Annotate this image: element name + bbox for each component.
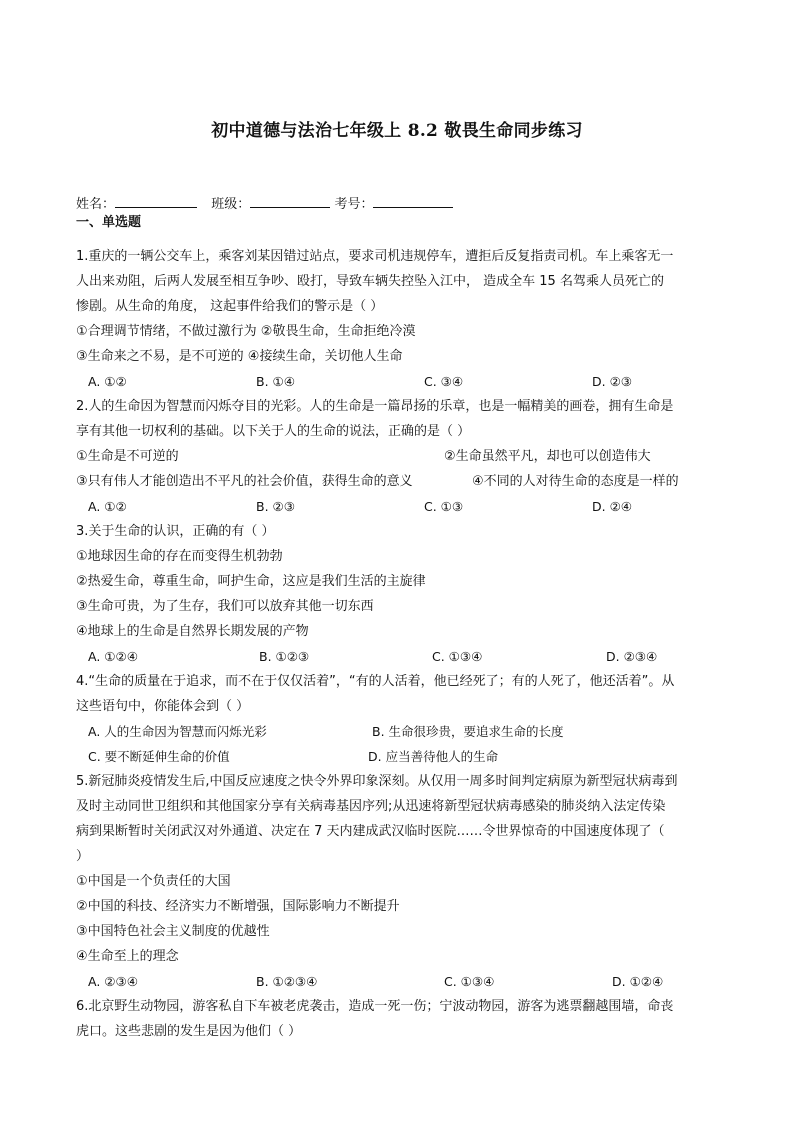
q3-line-4: ③生命可贵，为了生存，我们可以放弃其他一切东西 [76,599,374,614]
q3-line-1: 3.关于生命的认识，正确的有（ ） [76,524,275,539]
name-label: 姓名： [76,197,116,212]
q3-line-2: ①地球因生命的存在而变得生机勃勃 [76,549,283,564]
q5-option-c[interactable]: C. ①③④ [444,974,495,989]
q5-line-1: 5.新冠肺炎疫情发生后,中国反应速度之快令外界印象深刻。从仅用一周多时间判定病原为新型冠状病毒到 [76,774,678,789]
q2-line-1: 2.人的生命因为智慧而闪烁夺目的光彩。人的生命是一篇昂扬的乐章，也是一幅精美的画卷，拥有生命是 [76,399,674,414]
q4-option-a[interactable]: A. 人的生命因为智慧而闪烁光彩 [88,724,267,739]
name-blank[interactable] [115,193,197,208]
q2-statement-2: ②生命虽然平凡，却也可以创造伟大 [444,449,651,464]
q2-statement-3: ③只有伟人才能创造出不平凡的社会价值，获得生命的意义 [76,474,413,489]
q2-statement-1: ①生命是不可逆的 [76,449,179,464]
q5-line-8: ④生命至上的理念 [76,949,179,964]
q3-option-c[interactable]: C. ①③④ [432,649,483,664]
q2-option-a[interactable]: A. ①② [88,499,127,514]
q2-option-d[interactable]: D. ②④ [592,499,632,514]
page-title: 初中道德与法治七年级上 8.2 敬畏生命同步练习 [211,121,583,141]
q2-statement-4: ④不同的人对待生命的态度是一样的 [472,474,679,489]
q1-line-1: 1.重庆的一辆公交车上，乘客刘某因错过站点，要求司机违规停车，遭拒后反复指责司机。车上乘客无一 [76,249,674,264]
q4-option-b[interactable]: B. 生命很珍贵，要追求生命的长度 [372,724,564,739]
q1-line-4: ①合理调节情绪，不做过激行为 ②敬畏生命，生命拒绝冷漠 [76,324,416,339]
q6-line-2: 虎口。这些悲剧的发生是因为他们（ ） [76,1024,302,1039]
q3-option-b[interactable]: B. ①②③ [259,649,310,664]
q5-line-4: ） [76,849,90,864]
q6-line-1: 6.北京野生动物园，游客私自下车被老虎袭击，造成一死一伤；宁波动物园，游客为逃票翻越围墙，命丧 [76,999,674,1014]
q5-line-3: 病到果断暂时关闭武汉对外通道、决定在 7 天内建成武汉临时医院……令世界惊奇的中国速度体现了（ [76,824,665,839]
q1-line-2: 人出来劝阻，后两人发展至相互争吵、殴打，导致车辆失控坠入江中， 造成全车 15 名驾乘人员死亡的 [76,274,664,289]
q2-option-b[interactable]: B. ②③ [256,499,295,514]
q1-option-d[interactable]: D. ②③ [592,374,632,389]
q4-option-c[interactable]: C. 要不断延伸生命的价值 [88,749,230,764]
q5-line-5: ①中国是一个负责任的大国 [76,874,231,889]
class-label: 班级： [211,197,251,212]
q5-option-d[interactable]: D. ①②④ [612,974,664,989]
exam-number-blank[interactable] [373,193,453,208]
q5-option-b[interactable]: B. ①②③④ [256,974,318,989]
q1-option-c[interactable]: C. ③④ [424,374,464,389]
q2-line-2: 享有其他一切权利的基础。以下关于人的生命的说法，正确的是（ ） [76,424,471,439]
q3-line-3: ②热爱生命，尊重生命，呵护生命，这应是我们生活的主旋律 [76,574,426,589]
q5-option-a[interactable]: A. ②③④ [88,974,138,989]
q1-option-a[interactable]: A. ①② [88,374,127,389]
q1-option-b[interactable]: B. ①④ [256,374,295,389]
q1-line-3: 惨剧。从生命的角度， 这起事件给我们的警示是（ ） [76,299,384,314]
q5-line-6: ②中国的科技、经济实力不断增强，国际影响力不断提升 [76,899,400,914]
exam-label: 考号： [334,197,374,212]
q1-line-5: ③生命来之不易，是不可逆的 ④接续生命，关切他人生命 [76,349,403,364]
q3-line-5: ④地球上的生命是自然界长期发展的产物 [76,624,309,639]
section-heading: 一、单选题 [76,215,142,230]
student-info-row [76,193,453,214]
q5-line-7: ③中国特色社会主义制度的优越性 [76,924,270,939]
q3-option-d[interactable]: D. ②③④ [606,649,658,664]
q4-line-1: 4.“生命的质量在于追求，而不在于仅仅活着”，“有的人活着，他已经死了；有的人死了，他还活着”。从 [76,674,675,689]
q2-option-c[interactable]: C. ①③ [424,499,464,514]
q3-option-a[interactable]: A. ①②④ [88,649,138,664]
q4-line-2: 这些语句中，你能体会到（ ） [76,699,250,714]
q4-option-d[interactable]: D. 应当善待他人的生命 [368,749,499,764]
class-blank[interactable] [250,193,330,208]
q5-line-2: 及时主动同世卫组织和其他国家分享有关病毒基因序列;从迅速将新型冠状病毒感染的肺炎纳入法定传染 [76,799,666,814]
